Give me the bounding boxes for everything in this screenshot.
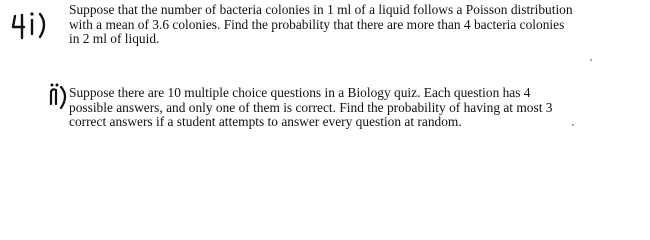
question-2-line-3: correct answers if a student attempts to answer every question at random. (69, 114, 462, 129)
scan-speck (590, 59, 592, 61)
question-2-text (69, 86, 625, 130)
scan-speck (572, 124, 574, 126)
handwritten-label-4-i (10, 10, 54, 44)
handwritten-label-ii (48, 82, 70, 114)
question-2-line-2: possible answers, and only one of them is correct. Find the probability of having at most 3 (69, 99, 553, 115)
question-1-text (69, 3, 633, 47)
question-2-line-1: Suppose there are 10 multiple choice questions in a Biology quiz. Each question has 4 (69, 85, 531, 100)
question-1-line-3: in 2 ml of liquid. (69, 31, 160, 46)
question-1-line-1: Suppose that the number of bacteria colonies in 1 ml of a liquid follows a Poisson distribution (69, 2, 573, 17)
question-1-line-2: with a mean of 3.6 colonies. Find the probability that there are more than 4 bacteria colonies (69, 16, 565, 32)
